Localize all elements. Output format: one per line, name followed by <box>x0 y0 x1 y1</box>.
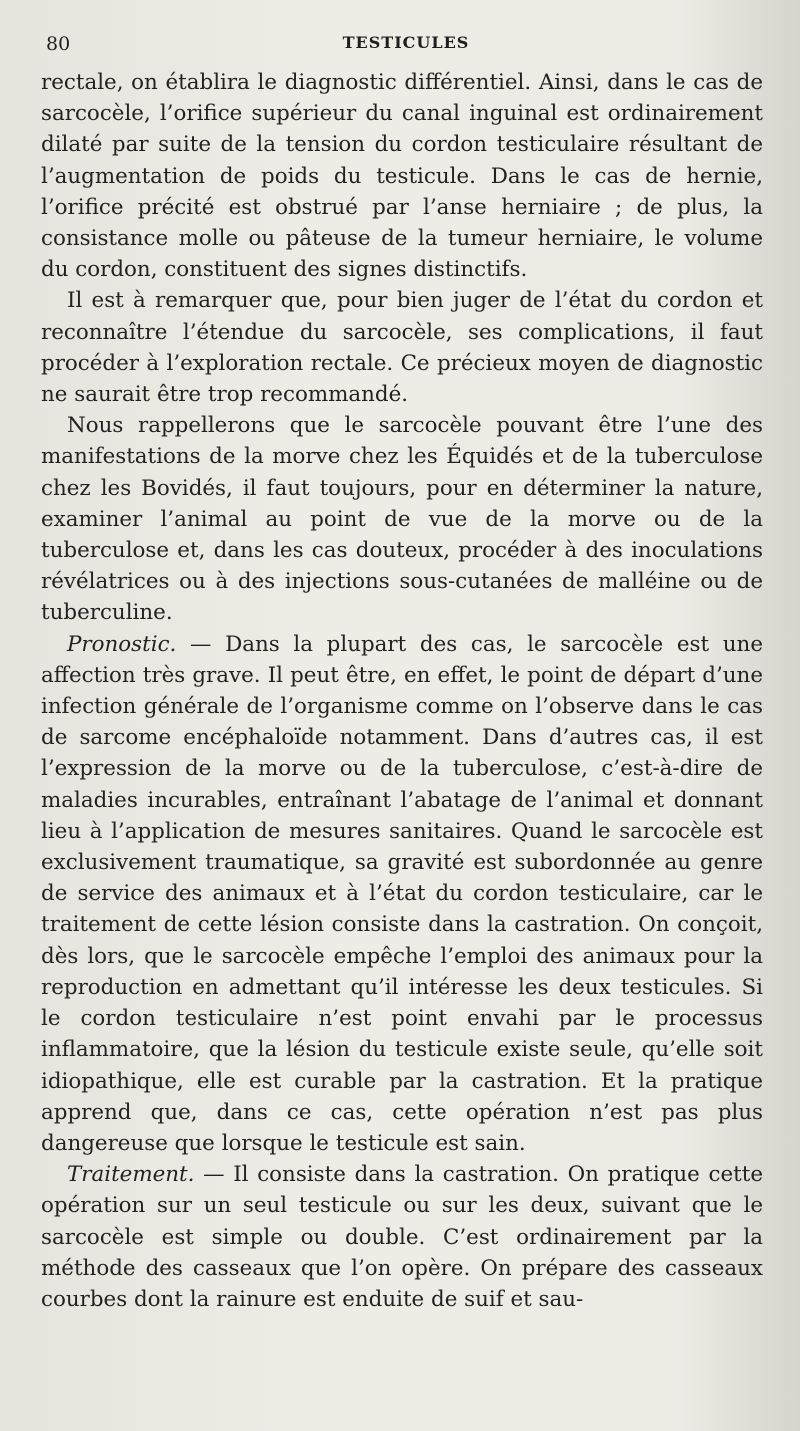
paragraph-treatment <box>41 1159 763 1315</box>
paragraph-text: Nous rappellerons que le sarcocèle pouvant être l’une des manifestations de la morve chez les Équidés et de la tuberculose chez les Bovidés, il faut toujours, pour en déterminer la nature, examiner l’animal au point de vue de la morve ou de la tuberculose et, dans les cas douteux, procéder à des inoculations révélatrices ou à des injections sous-cutanées de malléine ou de tuberculine. <box>41 413 763 626</box>
paragraph-text: rectale, on établira le diagnostic différentiel. Ainsi, dans le cas de sarcocèle, l’orifice supérieur du canal inguinal est ordinairement dilaté par suite de la tension du cordon testiculaire résultant de l’augmentation de poids du testicule. Dans le cas de hernie, l’orifice précité est obstrué par l’anse herniaire ; de plus, la consistance molle ou pâteuse de la tumeur herniaire, le volume du cordon, constituent des signes distinctifs. <box>41 70 763 283</box>
paragraph-prognosis <box>41 629 763 1159</box>
section-lead-prognosis: Pronostic. <box>67 631 177 657</box>
paragraph-text: — Il consiste dans la castration. On pratique cette opération sur un seul testicule ou sur les deux, suivant que le sarcocèle est simple ou double. C’est ordinairement par la méthode des casseaux que l’on opère. On prépare des casseaux courbes dont la rainure est enduite de suif et sau- <box>41 1162 763 1312</box>
paragraph-rectal-exploration <box>41 285 763 410</box>
paragraph-text: Il est à remarquer que, pour bien juger de l’état du cordon et reconnaître l’étendue du sarcocèle, ses complications, il faut procéder à l’exploration rectale. Ce précieux moyen de diagnostic ne saurait être trop recommandé. <box>41 288 763 408</box>
page-number: 80 <box>46 33 71 55</box>
paragraph-glanders-tuberculosis <box>41 410 763 628</box>
page-header <box>46 33 766 61</box>
paragraph-differential-diagnosis <box>41 67 763 285</box>
body-text <box>41 67 763 1315</box>
running-title: TESTICULES <box>342 33 470 52</box>
paragraph-text: — Dans la plupart des cas, le sarcocèle est une affection très grave. Il peut être, en effet, le point de départ d’une infection générale de l’organisme comme on l’observe dans le cas de sarcome encéphaloïde notamment. Dans d’autres cas, il est l’expression de la morve ou de la tuberculose, c’est-à-dire de maladies incurables, entraînant l’abatage de l’animal et donnant lieu à l’application de mesures sanitaires. Quand le sarcocèle est exclusivement traumatique, sa gravité est subordonnée au genre de service des animaux et à l’état du cordon testiculaire, car le traitement de cette lésion consiste dans la castration. On conçoit, dès lors, que le sarcocèle empêche l’emploi des animaux pour la reproduction en admettant qu’il intéresse les deux testicules. Si le cordon testiculaire n’est point envahi par le processus inflammatoire, que la lésion du testicule existe seule, qu’elle soit idiopathique, elle est curable par la castration. Et la pratique apprend que, dans ce cas, cette opération n’est pas plus dangereuse que lorsque le testicule est sain. <box>41 631 763 1156</box>
section-lead-treatment: Traitement. <box>67 1162 195 1188</box>
